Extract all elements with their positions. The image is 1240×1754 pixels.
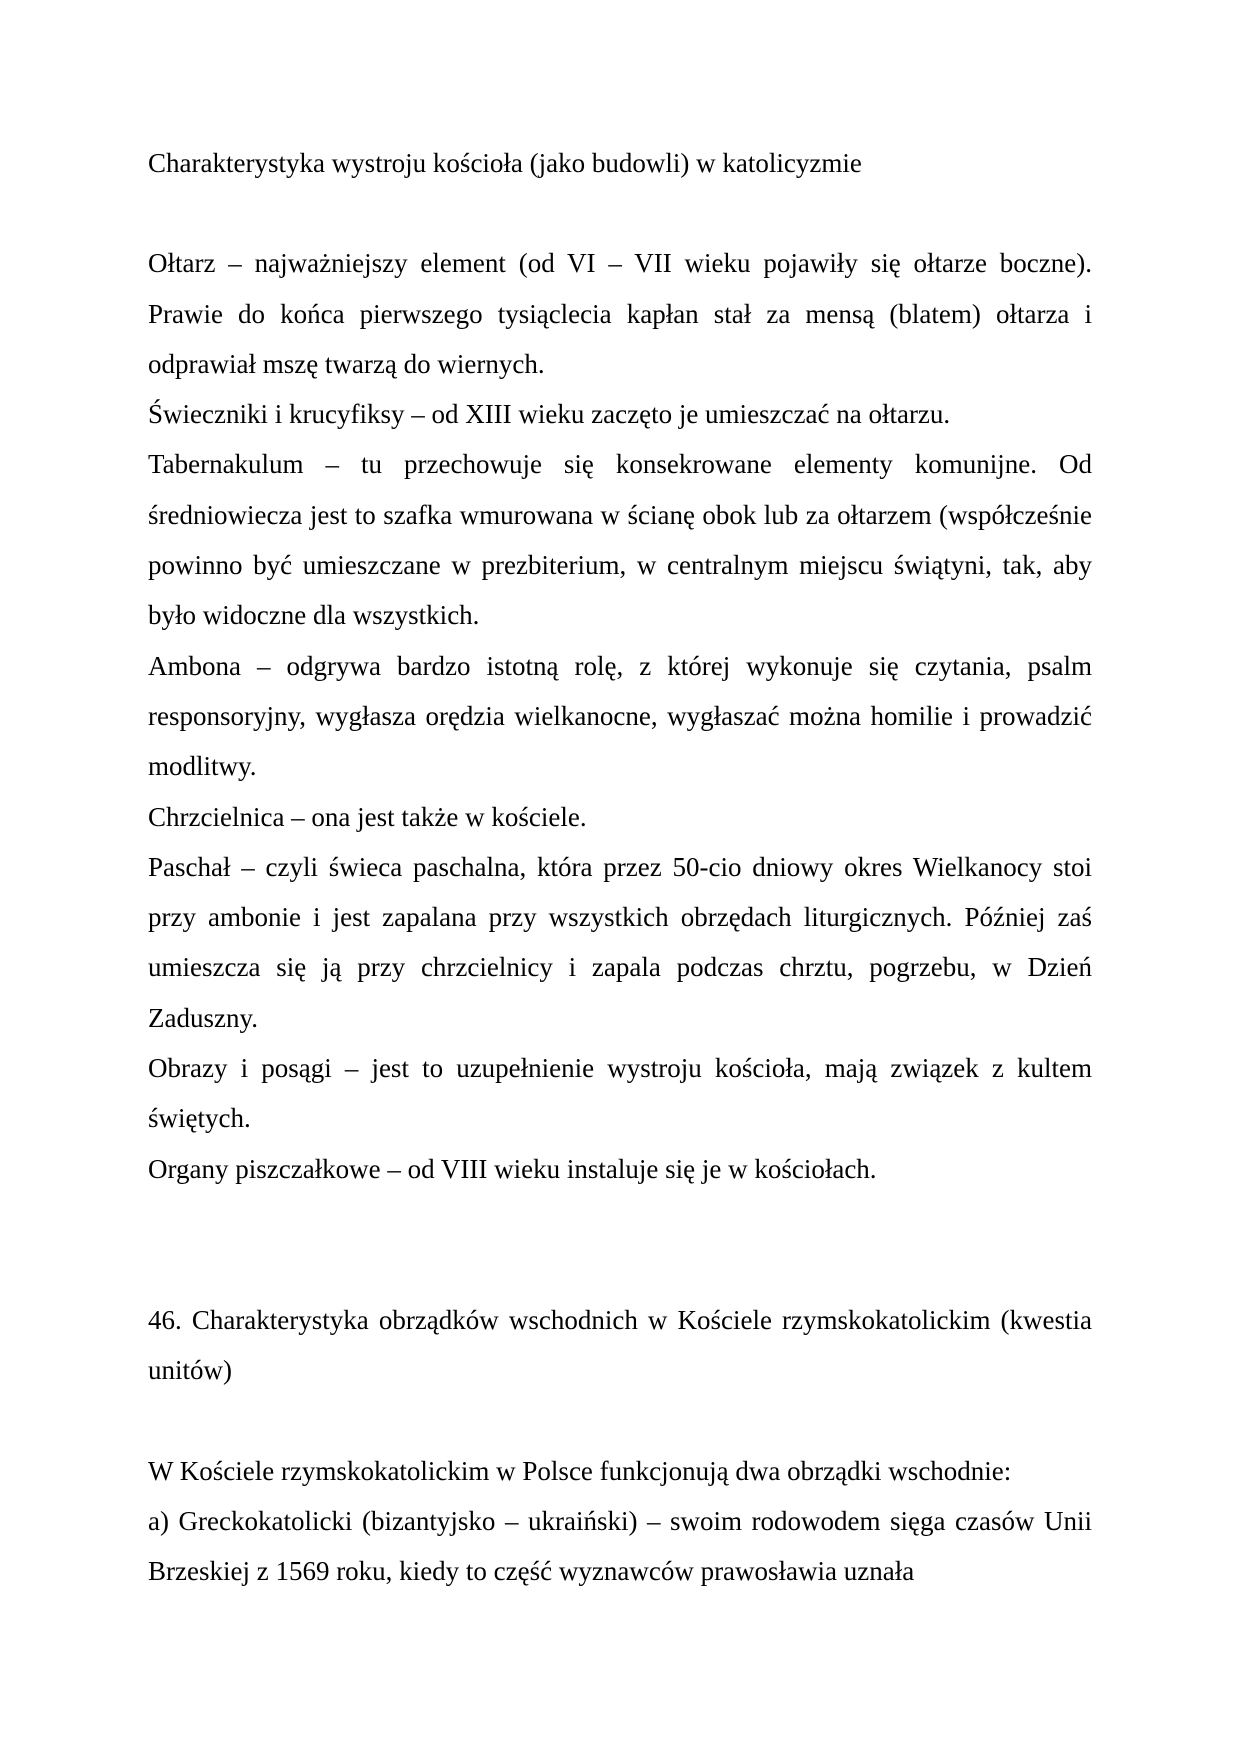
- paragraph-greckokatolicki: a) Greckokatolicki (bizantyjsko – ukraiński) – swoim rodowodem sięga czasów Unii Brzeskiej z 1569 roku, kiedy to część wyznawców prawosławia uznała: [148, 1505, 1092, 1587]
- paragraph-tabernakulum: Tabernakulum – tu przechowuje się konsekrowane elementy komunijne. Od średniowiecza jest to szafka wmurowana w ścianę obok lub za ołtarzem (współcześnie powinno być umieszczane w prezbiterium, w centralnym miejscu świątyni, tak, aby było widoczne dla wszystkich.: [148, 449, 1092, 631]
- paragraph-chrzcielnica: Chrzcielnica – ona jest także w kościele.: [148, 801, 587, 832]
- paragraph-paschal: Paschał – czyli świeca paschalna, która przez 50-cio dniowy okres Wielkanocy stoi przy ambonie i jest zapalana przy wszystkich obrzędach liturgicznych. Później zaś umieszcza się ją przy chrzcielnicy i zapala podczas chrztu, pogrzebu, w Dzień Zaduszny.: [148, 851, 1092, 1033]
- section1-title: Charakterystyka wystroju kościoła (jako budowli) w katolicyzmie: [148, 148, 862, 178]
- paragraph-obrzadki-intro: W Kościele rzymskokatolickim w Polsce funkcjonują dwa obrządki wschodnie:: [148, 1455, 1012, 1486]
- spacer: [148, 1194, 1092, 1295]
- paragraph-obrazy: Obrazy i posągi – jest to uzupełnienie wystroju kościoła, mają związek z kultem świętych.: [148, 1053, 1092, 1134]
- paragraph-ambona: Ambona – odgrywa bardzo istotną rolę, z której wykonuje się czytania, psalm responsoryjny, wygłasza orędzia wielkanocne, wygłaszać można homilie i prowadzić modlitwy.: [148, 650, 1092, 782]
- paragraph-oltarz: Ołtarz – najważniejszy element (od VI – VII wieku pojawiły się ołtarze boczne). Prawie do końca pierwszego tysiąclecia kapłan stał za mensą (blatem) ołtarza i odprawiał mszę twarzą do wiernych.: [148, 248, 1092, 379]
- paragraph-swieczniki: Świeczniki i krucyfiksy – od XIII wieku zaczęto je umieszczać na ołtarzu.: [148, 399, 951, 430]
- paragraph-organy: Organy piszczałkowe – od VIII wieku instaluje się je w kościołach.: [148, 1153, 877, 1184]
- section2-title: 46. Charakterystyka obrządków wschodnich w Kościele rzymskokatolickim (kwestia unitów): [148, 1304, 1092, 1386]
- spacer: [148, 1396, 1092, 1446]
- document-page: [148, 138, 1092, 1596]
- spacer: [148, 188, 1092, 238]
